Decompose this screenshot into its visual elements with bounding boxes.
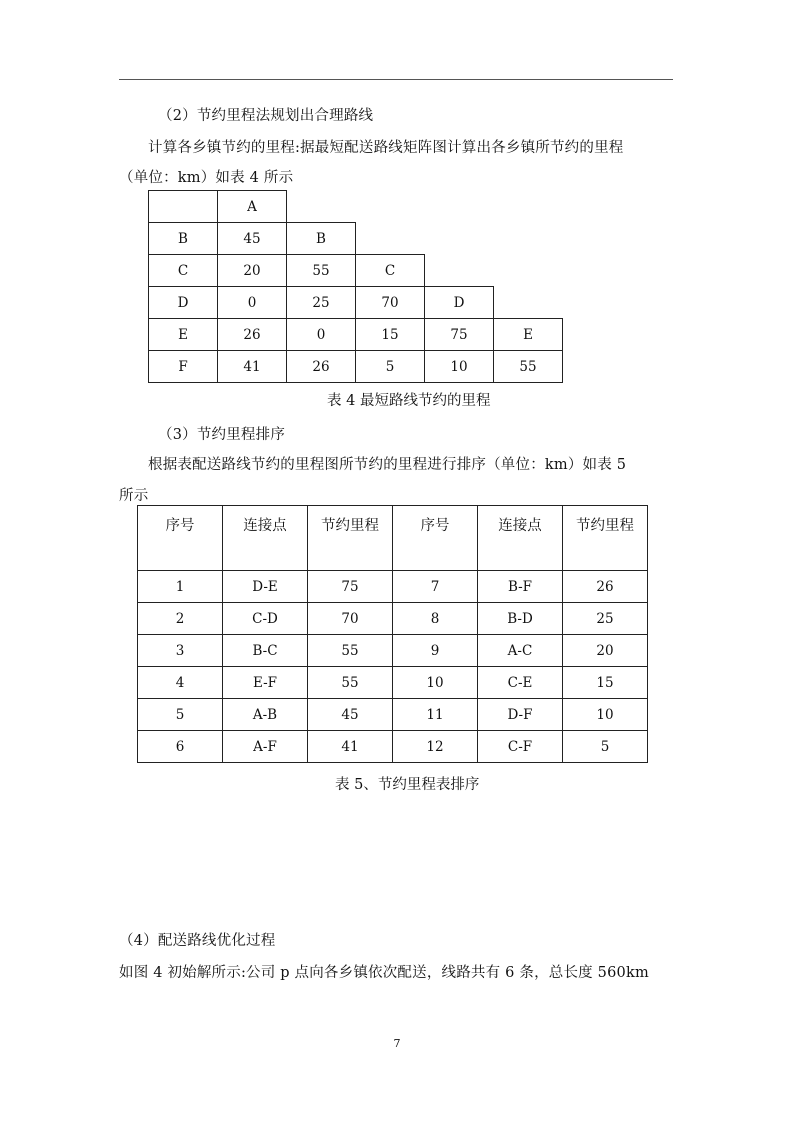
table-5-cell: 4 [138, 667, 223, 699]
table-5-row [138, 731, 648, 763]
table-5-cell: A-F [223, 731, 308, 763]
table-5-cell: 10 [563, 699, 648, 731]
table-5-cell: A-B [223, 699, 308, 731]
table-4-cell: 10 [425, 351, 494, 383]
table-4-empty [287, 191, 356, 223]
table-4-row [149, 351, 563, 383]
table-4-empty [494, 255, 563, 287]
table-5-cell: A-C [478, 635, 563, 667]
table-4-row [149, 287, 563, 319]
table-5-header-cell: 序号 [138, 506, 223, 571]
table-5-cell: 12 [393, 731, 478, 763]
table-5-cell: 26 [563, 571, 648, 603]
table-5-cell: 6 [138, 731, 223, 763]
table-5-caption: 表 5、节约里程表排序 [335, 777, 480, 793]
table-5-header-cell: 序号 [393, 506, 478, 571]
table-5-cell: 7 [393, 571, 478, 603]
table-5-header-cell: 节约里程 [563, 506, 648, 571]
table-5-cell: 2 [138, 603, 223, 635]
table-4-cell: E [494, 319, 563, 351]
page-number: 7 [393, 1037, 401, 1050]
table-5-cell: 20 [563, 635, 648, 667]
table-5-header-cell: 节约里程 [308, 506, 393, 571]
table-5-cell: 25 [563, 603, 648, 635]
table-5-cell: 41 [308, 731, 393, 763]
table-5-cell: 55 [308, 667, 393, 699]
table-5-header-row [138, 506, 648, 571]
table-4-cell: 55 [494, 351, 563, 383]
table-5-cell: E-F [223, 667, 308, 699]
paragraph-2-line-1: 根据表配送路线节约的里程图所节约的里程进行排序（单位：km）如表 5 [148, 457, 627, 473]
table-5-row [138, 603, 648, 635]
table-4-cell: 20 [218, 255, 287, 287]
paragraph-1-line-2: （单位：km）如表 4 所示 [119, 170, 294, 186]
table-5-row [138, 571, 648, 603]
table-4-cell: 26 [287, 351, 356, 383]
table-4-cell [149, 191, 218, 223]
table-5-cell: 10 [393, 667, 478, 699]
header-rule [119, 79, 673, 80]
table-4-empty [494, 191, 563, 223]
table-4-cell: 26 [218, 319, 287, 351]
table-5-cell: B-F [478, 571, 563, 603]
table-4-cell: 25 [287, 287, 356, 319]
table-5-cell: C-D [223, 603, 308, 635]
table-4-row [149, 191, 563, 223]
table-5-cell: D-E [223, 571, 308, 603]
table-4-cell: 75 [425, 319, 494, 351]
table-4-cell: D [149, 287, 218, 319]
table-5-cell: C-F [478, 731, 563, 763]
heading-4: （4）配送路线优化过程 [119, 933, 276, 949]
table-4-cell: D [425, 287, 494, 319]
table-4-cell: C [149, 255, 218, 287]
table-5-row [138, 667, 648, 699]
table-5-cell: 3 [138, 635, 223, 667]
table-4-cell: 5 [356, 351, 425, 383]
table-4-row [149, 255, 563, 287]
table-5-cell: B-D [478, 603, 563, 635]
table-5-cell: 75 [308, 571, 393, 603]
table-4-empty [356, 191, 425, 223]
table-5-cell: 9 [393, 635, 478, 667]
table-4-empty [494, 287, 563, 319]
table-4-cell: 0 [287, 319, 356, 351]
table-4-empty [425, 255, 494, 287]
table-4-cell: 45 [218, 223, 287, 255]
table-5-cell: 11 [393, 699, 478, 731]
table-5-cell: D-F [478, 699, 563, 731]
table-4-cell: 41 [218, 351, 287, 383]
table-4-row [149, 319, 563, 351]
table-4-cell: F [149, 351, 218, 383]
table-5-cell: 15 [563, 667, 648, 699]
table-4-cell: A [218, 191, 287, 223]
table-4-cell: B [287, 223, 356, 255]
table-5-row [138, 699, 648, 731]
table-4-empty [425, 223, 494, 255]
paragraph-3: 如图 4 初始解所示:公司 p 点向各乡镇依次配送，线路共有 6 条，总长度 560km [119, 965, 649, 981]
table-4-cell: E [149, 319, 218, 351]
table-4-empty [425, 191, 494, 223]
paragraph-2-line-2: 所示 [119, 488, 149, 504]
table-5-row [138, 635, 648, 667]
table-4-cell: 70 [356, 287, 425, 319]
table-4-cell: 55 [287, 255, 356, 287]
table-4-cell: 0 [218, 287, 287, 319]
table-4-row [149, 223, 563, 255]
table-5-cell: B-C [223, 635, 308, 667]
table-4-empty [356, 223, 425, 255]
table-5-cell: 45 [308, 699, 393, 731]
table-4-cell: B [149, 223, 218, 255]
table-5-cell: 5 [138, 699, 223, 731]
table-4-caption: 表 4 最短路线节约的里程 [327, 393, 491, 409]
table-5-cell: 55 [308, 635, 393, 667]
table-4-empty [494, 223, 563, 255]
heading-2: （2）节约里程法规划出合理路线 [158, 108, 374, 124]
heading-3: （3）节约里程排序 [158, 427, 286, 443]
table-4-cell: C [356, 255, 425, 287]
table-5-cell: 5 [563, 731, 648, 763]
table-5-savings-ranking [137, 505, 648, 763]
table-4-savings-matrix [148, 190, 563, 383]
table-5-header-cell: 连接点 [478, 506, 563, 571]
table-5-cell: 70 [308, 603, 393, 635]
table-5-cell: C-E [478, 667, 563, 699]
paragraph-1-line-1: 计算各乡镇节约的里程:据最短配送路线矩阵图计算出各乡镇所节约的里程 [148, 140, 624, 156]
table-5-header-cell: 连接点 [223, 506, 308, 571]
table-5-cell: 8 [393, 603, 478, 635]
table-5-cell: 1 [138, 571, 223, 603]
table-4-cell: 15 [356, 319, 425, 351]
